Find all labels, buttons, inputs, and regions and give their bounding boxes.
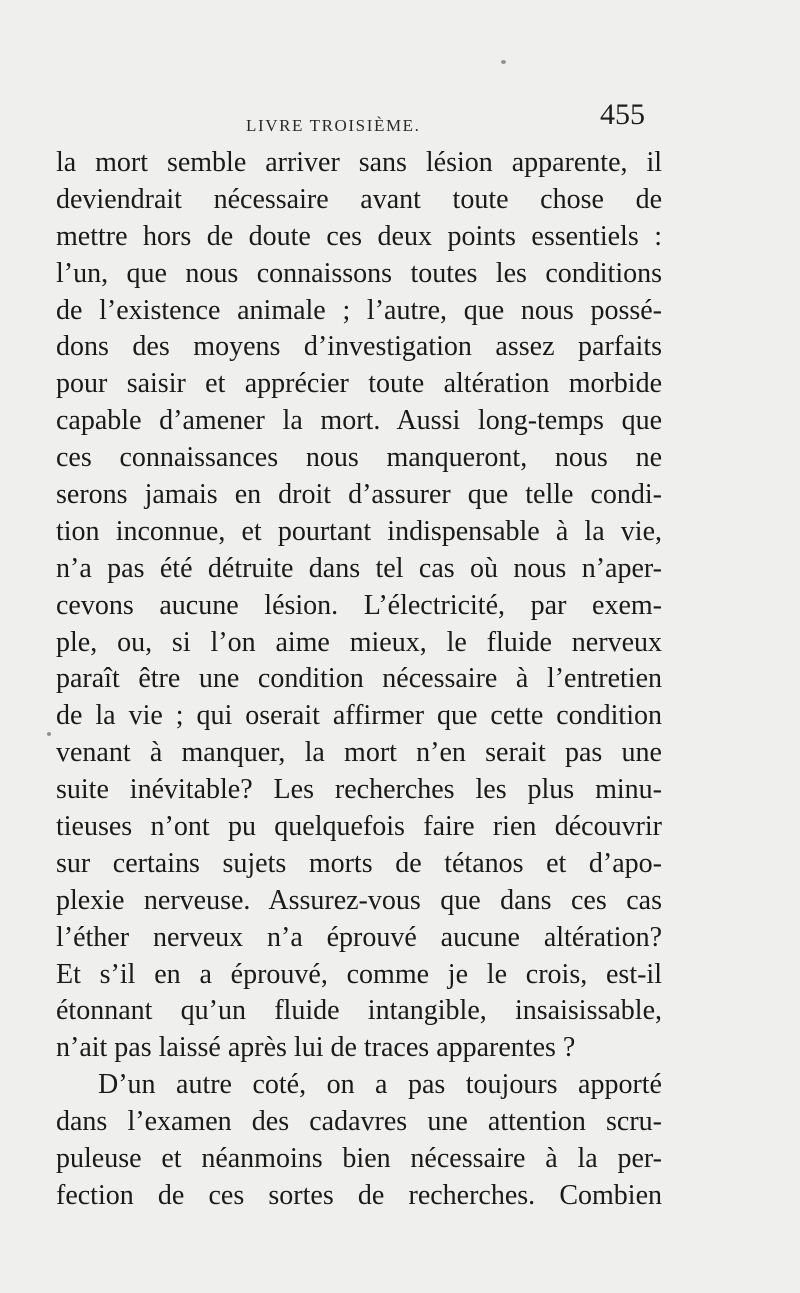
page-number: 455 (600, 98, 645, 131)
text-line: paraît être une condition nécessaire à l’entretien (56, 663, 662, 695)
text-line: n’a pas été détruite dans tel cas où nous n’aper- (56, 552, 662, 584)
text-line: l’éther nerveux n’a éprouvé aucune altération? (56, 921, 662, 953)
text-line: de la vie ; qui oserait affirmer que cette condition (56, 700, 662, 732)
page-header (0, 98, 800, 138)
text-line: suite inévitable? Les recherches les plus minu- (56, 774, 662, 806)
text-line: mettre hors de doute ces deux points essentiels : (56, 220, 662, 252)
text-line: capable d’amener la mort. Aussi long-temps que (56, 405, 662, 437)
text-line: pour saisir et apprécier toute altération morbide (56, 368, 662, 400)
text-line: tion inconnue, et pourtant indispensable à la vie, (56, 515, 662, 547)
text-line: fection de ces sortes de recherches. Combien (56, 1179, 662, 1211)
text-line: dons des moyens d’investigation assez parfaits (56, 331, 662, 363)
text-line: Et s’il en a éprouvé, comme je le crois, est-il (56, 958, 662, 990)
text-line: tieuses n’ont pu quelquefois faire rien découvrir (56, 811, 662, 843)
text-line: de l’existence animale ; l’autre, que nous possé- (56, 294, 662, 326)
text-line: serons jamais en droit d’assurer que telle condi- (56, 479, 662, 511)
running-head: LIVRE TROISIÈME. (246, 116, 421, 135)
ink-speck (501, 60, 506, 64)
text-line: n’ait pas laissé après lui de traces apparentes ? (56, 1032, 576, 1064)
text-line: l’un, que nous connaissons toutes les conditions (56, 257, 662, 289)
text-line: dans l’examen des cadavres une attention scru- (56, 1106, 662, 1138)
paragraph-start-line: D’un autre coté, on a pas toujours apporté (98, 1069, 662, 1101)
text-line: puleuse et néanmoins bien nécessaire à la per- (56, 1143, 662, 1175)
text-line: ple, ou, si l’on aime mieux, le fluide nerveux (56, 626, 662, 658)
text-line: deviendrait nécessaire avant toute chose de (56, 183, 662, 215)
text-line: sur certains sujets morts de tétanos et d’apo- (56, 847, 662, 879)
text-line: plexie nerveuse. Assurez-vous que dans ces cas (56, 884, 662, 916)
text-line: étonnant qu’un fluide intangible, insaisissable, (56, 995, 662, 1027)
text-line: venant à manquer, la mort n’en serait pas une (56, 737, 662, 769)
text-line: ces connaissances nous manqueront, nous ne (56, 442, 662, 474)
ink-speck (47, 732, 51, 736)
text-line: la mort semble arriver sans lésion apparente, il (56, 147, 662, 178)
body-text (56, 145, 662, 1215)
text-line: cevons aucune lésion. L’électricité, par exem- (56, 589, 662, 621)
